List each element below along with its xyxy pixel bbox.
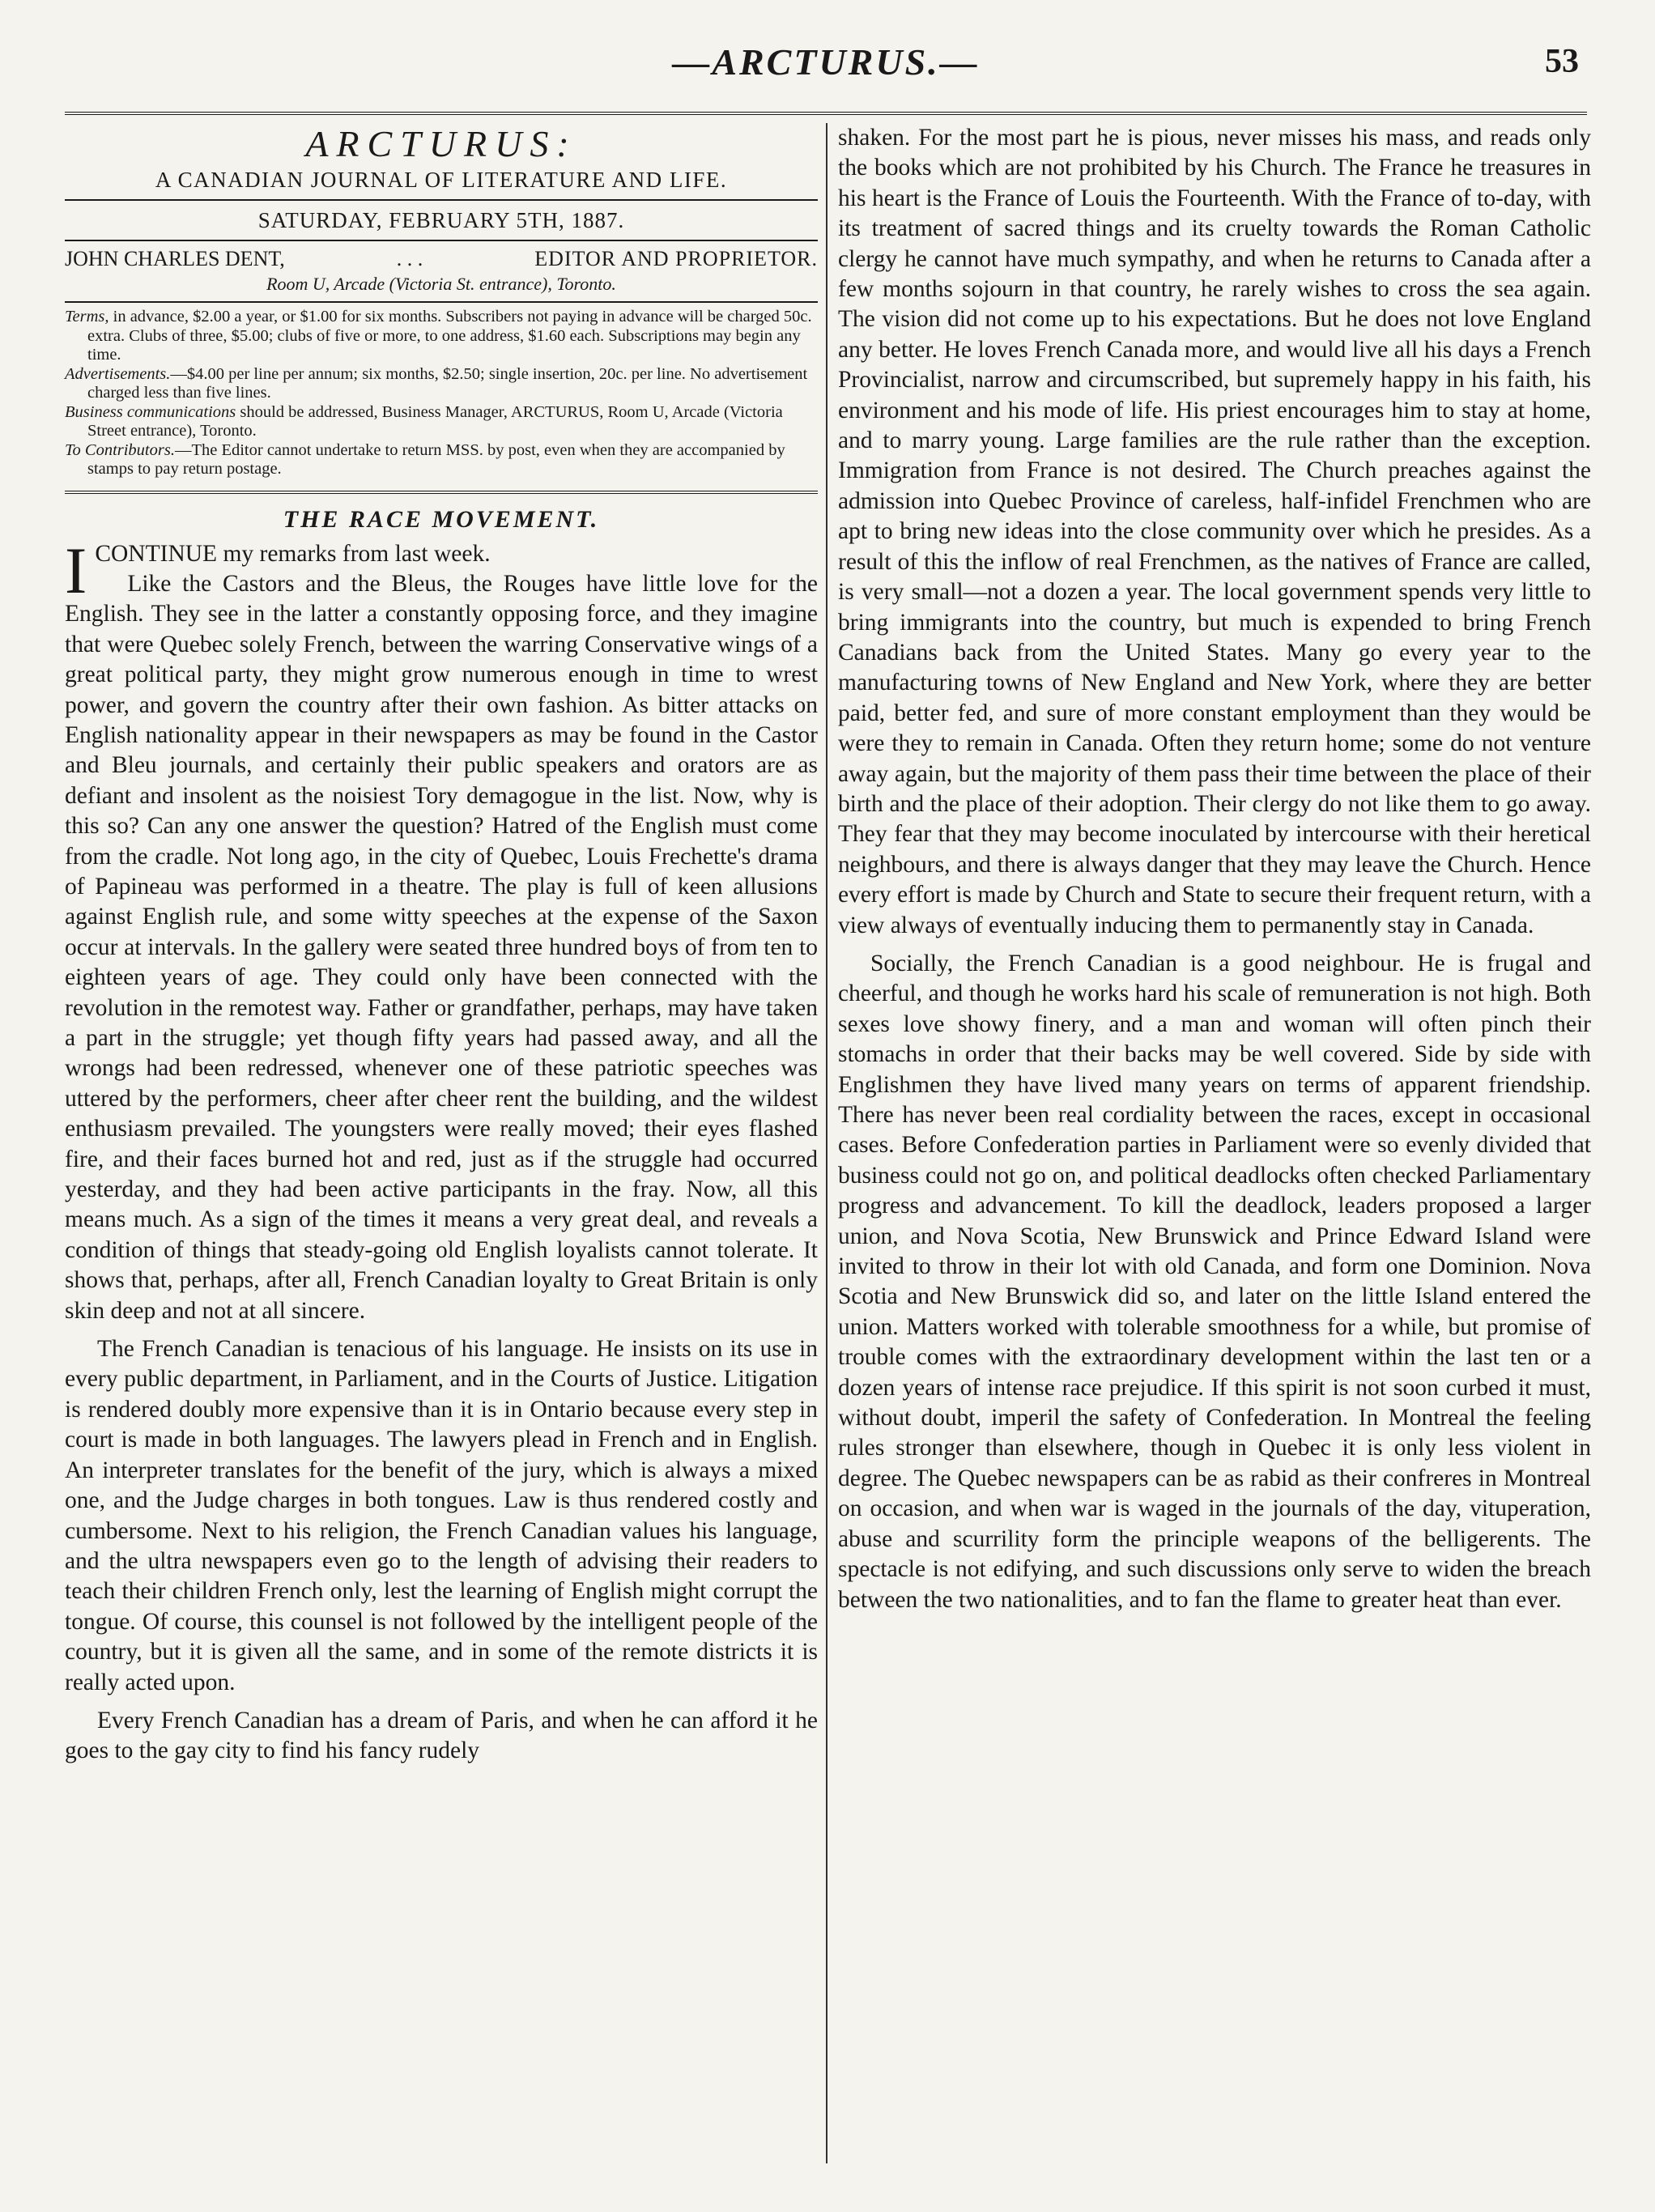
editor-line [65,246,818,272]
term-text: —The Editor cannot undertake to return MSS. by post, even when they are accompanied by stamps to pay return postage. [87,440,785,478]
terms-block [65,308,818,479]
running-title: —ARCTURUS.— [672,41,980,83]
masthead-rule [65,301,818,303]
terms-item [65,441,818,479]
editor-address: Room U, Arcade (Victoria St. entrance), Toronto. [266,274,616,294]
masthead [65,123,818,241]
masthead-rule [65,199,818,201]
left-column [65,123,818,1767]
paragraph: Like the Castors and the Bleus, the Rouges have little love for the English. They see in the latter a constantly opposing force, and they imagine that were Quebec solely French, between the warring Conservative wings of a great political party, they might grow numerous enough in time to wrest power, and govern the country after their own fashion. As bitter attacks on English nationality appear in their newspapers as may be found in the Castor and Bleu journals, and certainly their public speakers and orators are as defiant and insolent as the noisiest Tory demagogue in the list. Now, why is this so? Can any one answer the question? Hatred of the English must come from the cradle. Not long ago, in the city of Quebec, Louis Frechette's drama of Papineau was performed in a theatre. The play is full of keen allusions against English rule, and some witty speeches at the expense of the Saxon occur at intervals. In the gallery were seated three hundred boys of from ten to eighteen years of age. They could only have been connected with the revolution in the remotest way. Father or grandfather, perhaps, may have taken a part in the struggle; yet though fifty years had passed away, and all the wrongs had been redressed, whenever one of these patriotic speeches was uttered by the performers, cheer after cheer rent the building, and the wildest enthusiasm prevailed. The youngsters were really moved; their eyes flashed fire, and their faces burned hot and red, just as if the struggle had occurred yesterday, and they had been active participants in the fray. Now, all this means much. As a sign of the times it means a very great deal, and reveals a condition of things that steady-going old English loyalists cannot tolerate. It shows that, perhaps, after all, French Canadian loyalty to Great Britain is only skin deep and not at all sincere. [65,570,818,1324]
journal-name: ARCTURUS: [305,123,577,164]
term-lead: To Contributors. [65,440,175,459]
terms-rule [65,491,818,494]
terms-item [65,365,818,403]
paragraph: The French Canadian is tenacious of his language. He insists on its use in every public department, in Parliament, and in the Courts of Justice. Litigation is rendered doubly more expensive than it is in Ontario because every step in court is made in both languages. The lawyers plead in French and in English. An interpreter translates for the benefit of the jury, which is always a mixed one, and the Judge charges in both tongues. Law is thus rendered costly and cumbersome. Next to his religion, the French Canadian values his language, and the ultra newspapers even go to the length of advising their readers to teach their children French only, lest the learning of English might corrupt the tongue. Of course, this counsel is not followed by the intelligent people of the country, but it is given all the same, and in some of the remote districts it is really acted upon. [65,1336,818,1695]
term-text: should be addressed, Business Manager, ARCTURUS, Room U, Arcade (Victoria Street entrance), Toronto. [87,402,783,440]
term-text: in advance, $2.00 a year, or $1.00 for six months. Subscribers not paying in advance will be charged 50c. extra. Clubs of three, $5.00; clubs of five or more, to one address, $1.60 each. Subscriptions may begin any time. [87,308,812,364]
term-lead: Business communications [65,402,236,421]
paragraph: shaken. For the most part he is pious, never misses his mass, and reads only the books which are not prohibited by his Church. The France he treasures in his heart is the France of Louis the Fourteenth. With the France of to-day, with its treatment of sacred things and its cruelty towards the Roman Catholic clergy he cannot have much sympathy, and when he returns to Canada after a few months sojourn in that country, he rarely wishes to cross the sea again. The vision did not come up to his expectations. But he does not love England any better. He loves French Canada more, and would live all his days a French Provincialist, narrow and circumscribed, but supremely happy in his faith, his environment and his mode of life. His priest encourages him to stay at home, and to marry young. Large families are the rule rather than the exception. Immigration from France is not desired. The Church preaches against the admission into Quebec Province of careless, half-infidel Frenchmen who are apt to bring new ideas into the close community over which he presides. As a result of this the inflow of real Frenchmen, as the natives of France are called, is very small—not a dozen a year. The local government spends very little to bring immigrants into the country, but much is expended to bring French Canadians back from the United States. Many go every year to the manufacturing towns of New England and New York, where they are better paid, better fed, and sure of more constant employment than they would be were they to remain in Canada. Often they return home; some do not venture away again, but the majority of them pass their time between the place of their birth and the place of their adoption. Their clergy do not like them to go away. They fear that they may become inoculated by intercourse with their heretical neighbours, and there is always danger that they may leave the Church. Hence every effort is made by Church and State to secure their frequent return, with a view always of eventually inducing them to permanently stay in Canada. [838,125,1591,938]
editor-dots: . . . [396,247,423,270]
paragraph: Socially, the French Canadian is a good neighbour. He is frugal and cheerful, and though he works hard his scale of remuneration is not high. Both sexes love showy finery, and a man and woman will often pinch their stomachs in order that their backs may be well covered. Side by side with Englishmen they have lived many years on terms of apparent friendship. There has never been real cordiality between the races, except in occasional cases. Before Confederation parties in Parliament were so evenly divided that business could not go on, and political deadlocks often checked Parliamentary progress and advancement. To kill the deadlock, leaders proposed a larger union, and Nova Scotia, New Brunswick and Prince Edward Island were invited to throw in their lot with old Canada, and form one Dominion. Nova Scotia and New Brunswick did so, and later on the little Island entered the union. Matters worked with tolerable smoothness for a while, but promise of trouble comes with the extraordinary development within the last ten or a dozen years of intense race prejudice. If this spirit is not soon curbed it must, without doubt, imperil the safety of Confederation. In Montreal the feeling rules stronger than elsewhere, though in Quebec it is only less violent in degree. The Quebec newspapers can be as rabid as their confreres in Montreal on occasion, and when war is waged in the journals of the day, vituperation, abuse and scurrility form the principle weapons of the belligerents. The spectacle is not edifying, and such discussions only serve to widen the breach between the two nationalities, and to fan the flame to greater heat than ever. [838,950,1591,1613]
opening-text: CONTINUE my remarks from last week. [95,540,491,567]
editor-role: EDITOR AND PROPRIETOR. [534,247,818,270]
paragraph: Every French Canadian has a dream of Paris, and when he can afford it he goes to the gay city to find his fancy rudely [65,1707,818,1764]
article-title: THE RACE MOVEMENT. [283,505,600,533]
journal-subtitle: A CANADIAN JOURNAL OF LITERATURE AND LIFE. [155,168,728,192]
article-body-left [65,533,818,1767]
header-rule [65,112,1587,115]
page-number: 53 [1545,43,1579,80]
term-lead: Advertisements. [65,364,171,383]
column-divider [826,123,828,2163]
term-text: —$4.00 per line per annum; six months, $2.50; single insertion, 20c. per line. No advertisement charged less than five lines. [87,364,808,402]
right-column [838,123,1591,1615]
editor-name: JOHN CHARLES DENT, [65,247,285,270]
running-head [65,40,1587,97]
issue-date: SATURDAY, FEBRUARY 5TH, 1887. [257,208,625,232]
terms-item [65,308,818,365]
masthead-rule [65,240,818,241]
terms-item [65,403,818,441]
drop-cap: I [65,533,87,607]
opening-paragraph [65,533,818,607]
term-lead: Terms, [65,308,109,325]
article-body-right [838,123,1591,1615]
